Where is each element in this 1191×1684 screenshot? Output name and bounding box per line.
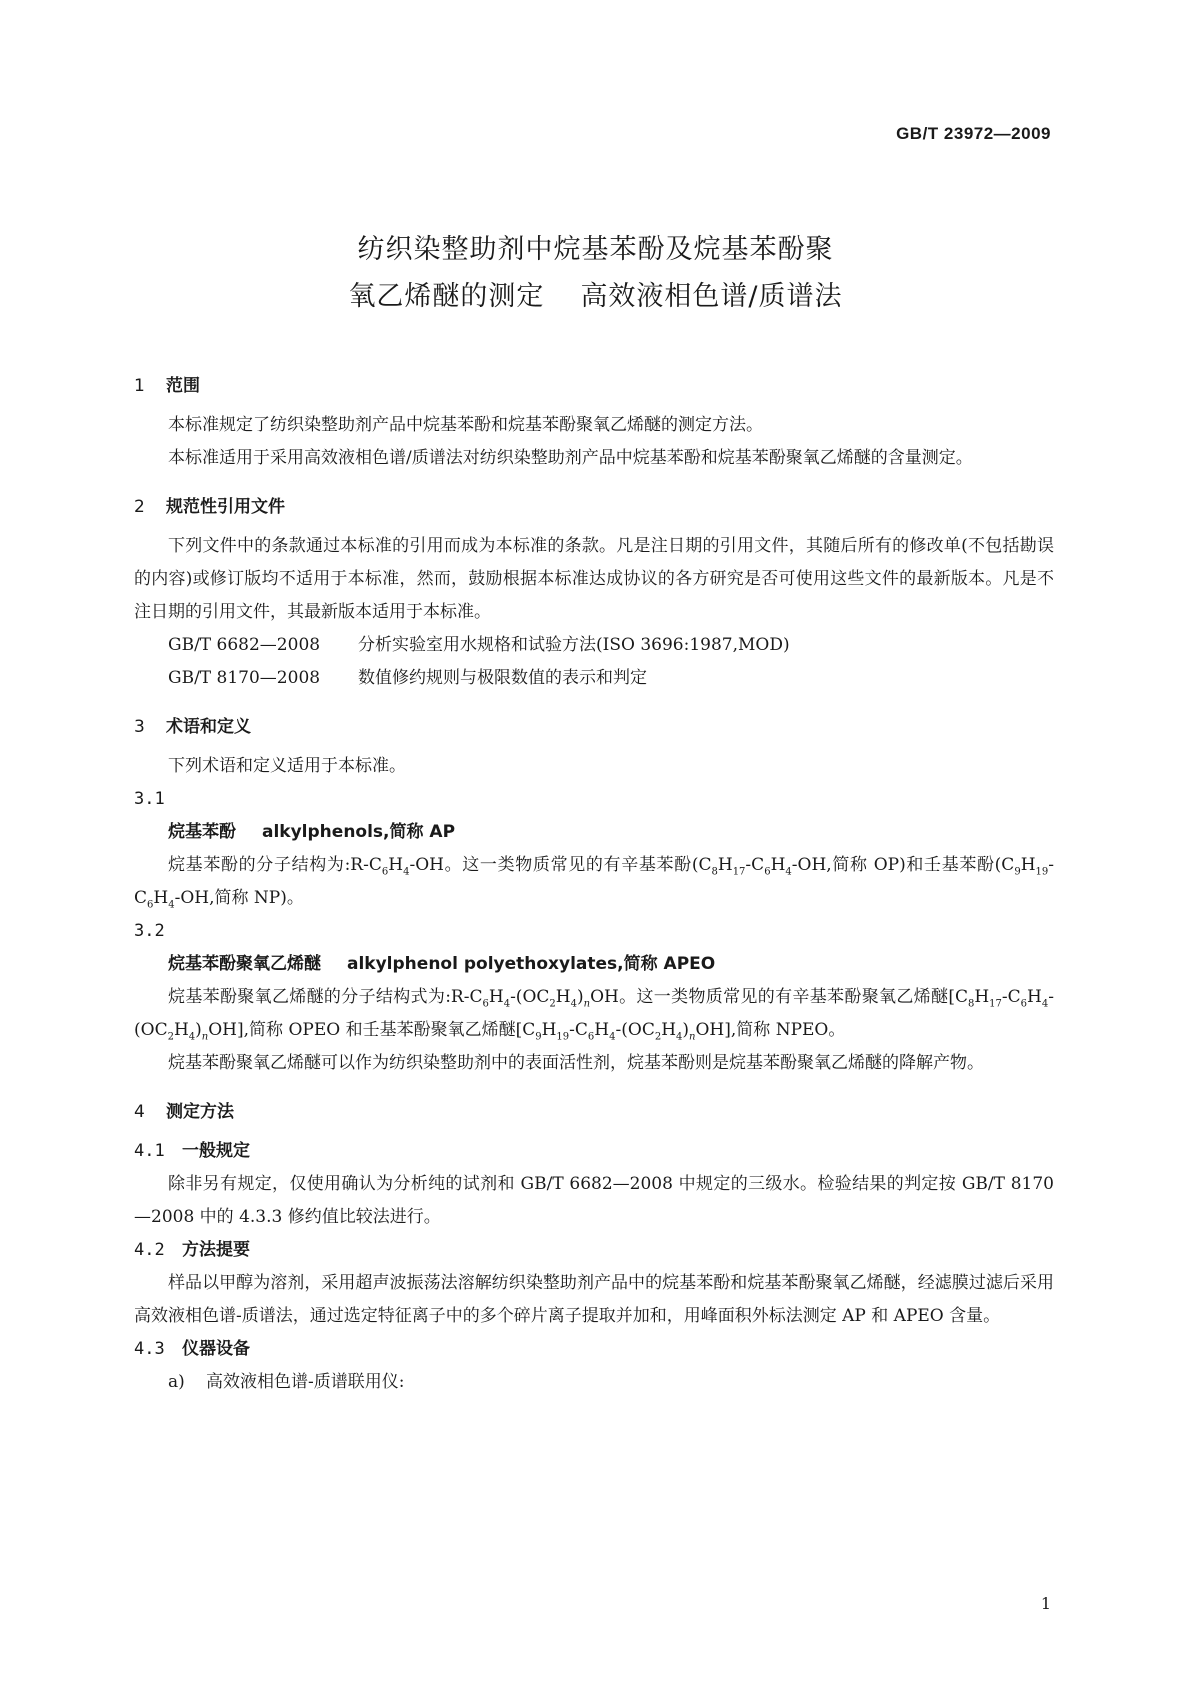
term-heading [134, 816, 1054, 849]
reference-title: 分析实验室用水规格和试验方法(ISO 3696:1987,MOD) [358, 635, 790, 655]
section-number: 4 [134, 1102, 145, 1122]
subsection-title: 一般规定 [182, 1141, 250, 1161]
term-en: alkylphenol polyethoxylates,简称 APEO [347, 954, 716, 974]
list-item [134, 1366, 1054, 1399]
section-title: 测定方法 [166, 1102, 234, 1122]
paragraph: 样品以甲醇为溶剂，采用超声波振荡法溶解纺织染整助剂产品中的烷基苯酚和烷基苯酚聚氧乙烯醚，经滤膜过滤后采用高效液相色谱-质谱法，通过选定特征离子中的多个碎片离子提取并加和，用峰面积外标法测定 AP 和 APEO 含量。 [134, 1273, 1054, 1326]
paragraph: 下列术语和定义适用于本标准。 [168, 756, 406, 776]
reference-item [134, 629, 1054, 662]
section-title: 规范性引用文件 [166, 497, 285, 517]
list-text: 高效液相色谱-质谱联用仪: [206, 1372, 405, 1392]
term-en: alkylphenols,简称 AP [262, 822, 456, 842]
paragraph: 除非另有规定，仅使用确认为分析纯的试剂和 GB/T 6682—2008 中规定的三级水。检验结果的判定按 GB/T 8170—2008 中的 4.3.3 修约值比较法进行。 [134, 1174, 1054, 1227]
section-3-heading [134, 711, 1054, 744]
section-title: 术语和定义 [166, 717, 251, 737]
paragraph: 下列文件中的条款通过本标准的引用而成为本标准的条款。凡是注日期的引用文件，其随后所有的修改单(不包括勘误的内容)或修订版均不适用于本标准，然而，鼓励根据本标准达成协议的各方研究是否可使用这些文件的最新版本。凡是不注日期的引用文件，其最新版本适用于本标准。 [134, 536, 1054, 622]
subsection-number: 4.1 [134, 1141, 165, 1161]
reference-code: GB/T 6682—2008 [168, 635, 321, 655]
title-line-1: 纺织染整助剂中烷基苯酚及烷基苯酚聚 [357, 234, 834, 265]
title-line-2 [0, 273, 1191, 320]
list-marker: a) [168, 1372, 185, 1392]
reference-title: 数值修约规则与极限数值的表示和判定 [358, 668, 647, 688]
subsection-number: 4.3 [134, 1339, 165, 1359]
paragraph: 本标准适用于采用高效液相色谱/质谱法对纺织染整助剂产品中烷基苯酚和烷基苯酚聚氧乙烯醚的含量测定。 [168, 448, 973, 468]
term-heading [134, 948, 1054, 981]
standard-code: GB/T 23972—2009 [896, 124, 1051, 143]
subsection-4-3-heading [134, 1333, 1054, 1366]
section-number: 3 [134, 717, 145, 737]
document-title [0, 226, 1191, 320]
title-line-2a: 氧乙烯醚的测定 [348, 281, 545, 312]
term-zh: 烷基苯酚 [168, 822, 236, 842]
paragraph: 烷基苯酚聚氧乙烯醚可以作为纺织染整助剂中的表面活性剂，烷基苯酚则是烷基苯酚聚氧乙烯醚的降解产物。 [168, 1053, 984, 1073]
page-number: 1 [1040, 1594, 1051, 1613]
subsection-4-2-heading [134, 1234, 1054, 1267]
paragraph: 本标准规定了纺织染整助剂产品中烷基苯酚和烷基苯酚聚氧乙烯醚的测定方法。 [168, 415, 763, 435]
section-number: 1 [134, 376, 145, 396]
term-zh: 烷基苯酚聚氧乙烯醚 [168, 954, 321, 974]
section-1-heading [134, 370, 1054, 403]
title-line-2b: 高效液相色谱/质谱法 [580, 281, 843, 312]
section-2-heading [134, 491, 1054, 524]
subsection-title: 方法提要 [182, 1240, 250, 1260]
section-number: 2 [134, 497, 145, 517]
reference-item [134, 662, 1054, 695]
section-title: 范围 [166, 376, 200, 396]
subsection-4-1-heading [134, 1135, 1054, 1168]
subsection-title: 仪器设备 [182, 1339, 250, 1359]
term-definition: 烷基苯酚聚氧乙烯醚的分子结构式为$:R-C_6H_4-(OC_2H_4)_nOH$。这一类物质常见的有辛基苯酚聚氧乙烯醚$[C_8H_{17}-C_6H_4-(OC_2H_4)_nOH]$,简称 OPEO 和壬基苯酚聚氧乙烯醚$[C_9H_{19}-C_6H_4-(OC_2H_4)_nOH]$,简称 NPEO。 [134, 987, 1054, 1043]
section-4-heading [134, 1096, 1054, 1129]
term-number: 3.1 [134, 789, 165, 809]
subsection-number: 4.2 [134, 1240, 165, 1260]
document-body [134, 370, 1054, 1399]
reference-code: GB/T 8170—2008 [168, 668, 321, 688]
term-definition: 烷基苯酚的分子结构为$:R-C_6H_4-OH$。这一类物质常见的有辛基苯酚($C_8H_{17}-C_6H_4-OH$,简称 OP)和壬基苯酚($C_9H_{19}-C_6H_4-OH$,简称 NP)。 [134, 855, 1054, 911]
term-number: 3.2 [134, 921, 165, 941]
